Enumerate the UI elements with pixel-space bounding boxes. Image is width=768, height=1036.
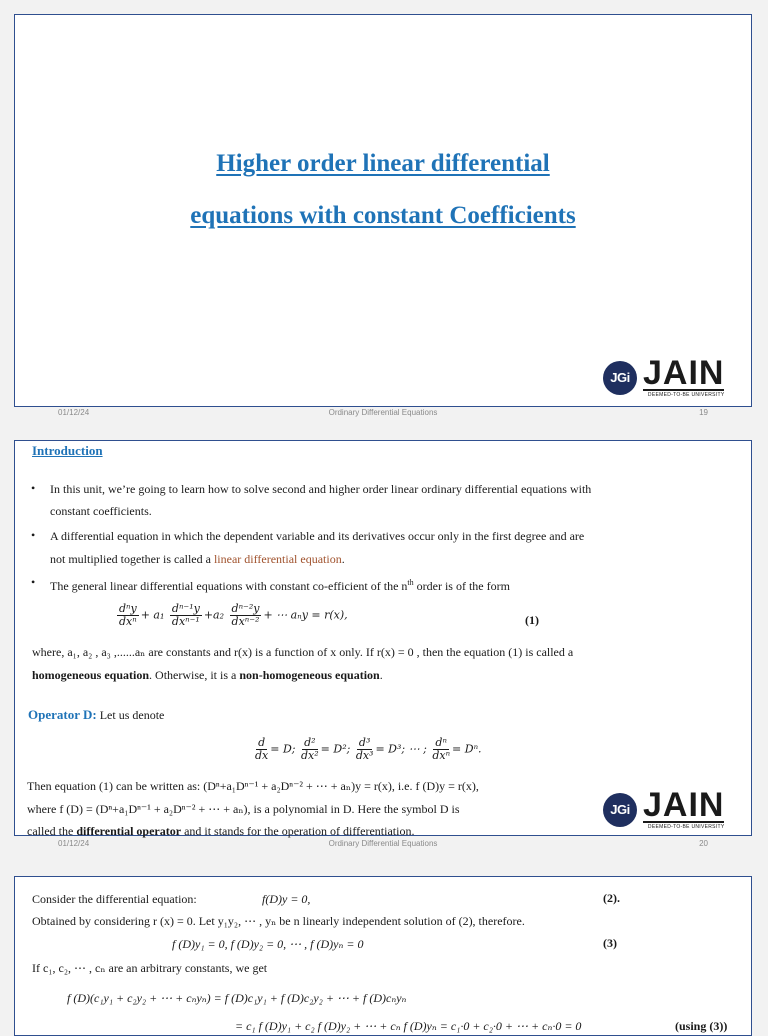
logo-name: JAIN: [643, 786, 725, 824]
homogeneous-solution-slide: [14, 876, 752, 1036]
using-note: (using (3)): [675, 1019, 728, 1033]
equation-1-label: (1): [525, 613, 539, 627]
equation-2: f(D)y = 0,: [262, 892, 311, 906]
equation-1: $\frac{\text{dⁿy}}{\text{dxⁿ}}$ + a₁ $\frac{\text{dⁿ⁻¹y}}{\text{dxⁿ⁻¹}}$ +a₂ $\frac{\text{dⁿ⁻²y}}{\text{dxⁿ⁻²}}$ + ⋯ aₙy = r(x),: [119, 602, 348, 628]
linearity-result: = c₁ f (D)y₁ + c₂ f (D)y₂ + ⋯ + cₙ f (D)yₙ = c₁·0 + c₂·0 + ⋯ + cₙ·0 = 0: [235, 1019, 582, 1033]
slide-title-line-2: equations with constant Coefficients: [190, 202, 576, 229]
slide-footer: [14, 407, 752, 421]
operator-intro: Operator D: Let us denote: [28, 707, 165, 722]
logo-tagline: DEEMED-TO-BE UNIVERSITY: [643, 821, 724, 830]
title-slide: [14, 14, 752, 407]
equation-3: f (D)y₁ = 0, f (D)y₂ = 0, ⋯ , f (D)yₙ = 0: [172, 937, 364, 951]
then-line-3: called the differential operator and it stands for the operation of differentiation.: [27, 824, 415, 838]
jgi-emblem-icon: JGi: [603, 361, 637, 395]
section-heading: Introduction: [32, 443, 103, 458]
jgi-emblem-icon: JGi: [603, 793, 637, 827]
bullet-2-line-1: A differential equation in which the dependent variable and its derivatives occur only in the first degree and are: [50, 529, 585, 543]
then-line-2: where f (D) = (Dⁿ+a₁Dⁿ⁻¹ + a₂Dⁿ⁻² + ⋯ + aₙ), is a polynomial in D. Here the symbol D is: [27, 802, 460, 816]
jain-logo: [603, 786, 725, 830]
linearity-equation: f (D)(c₁y₁ + c₂y₂ + ⋯ + cₙyₙ) = f (D)c₁y₁ + f (D)c₂y₂ + ⋯ + f (D)cₙyₙ: [67, 991, 407, 1005]
footer-title: Ordinary Differential Equations: [328, 839, 438, 848]
footer-title: Ordinary Differential Equations: [328, 408, 438, 417]
slide-title-line-1: Higher order linear differential: [216, 150, 550, 177]
equation-2-label: (2).: [603, 891, 620, 905]
consider-text: Consider the differential equation:: [32, 892, 197, 906]
footer-date: 01/12/24: [58, 839, 90, 848]
introduction-slide: [14, 440, 752, 836]
then-line-1: Then equation (1) can be written as: (Dⁿ+a₁Dⁿ⁻¹ + a₂Dⁿ⁻² + ⋯ + aₙ)y = r(x), i.e. f (D)y = r(x),: [27, 779, 479, 793]
logo-name: JAIN: [643, 354, 725, 392]
equation-3-label: (3): [603, 936, 617, 950]
bullet-icon: •: [31, 575, 36, 589]
bullet-3: The general linear differential equations with constant co-efficient of the $n^{th}$ order is of the form: [50, 578, 510, 593]
slide-footer: [14, 838, 752, 852]
logo-tagline: DEEMED-TO-BE UNIVERSITY: [643, 389, 724, 398]
operator-definitions: $\frac{d}{dx}$ = D; $\frac{\text{d²}}{\text{dx²}}$ = D²; $\frac{\text{d³}}{\text{dx³}}$ = D³; ⋯ ; $\frac{\text{dⁿ}}{\text{dxⁿ}}$ = Dⁿ.: [255, 736, 482, 762]
footer-date: 01/12/24: [58, 408, 90, 417]
footer-page-number: 19: [699, 408, 708, 417]
bullet-icon: •: [31, 528, 36, 542]
where-line-1: where, a₁, a₂ , a₃ ,......aₙ are constants and r(x) is a function of x only. If r(x) = 0 , then the equation (1) is called a: [32, 645, 574, 659]
bullet-icon: •: [31, 481, 36, 495]
obtained-text: Obtained by considering r (x) = 0. Let y₁y₂, ⋯ , yₙ be n linearly independent solution of (2), therefore.: [32, 914, 525, 928]
bullet-1-line-2: constant coefficients.: [50, 504, 152, 518]
highlight-term: linear differential equation: [213, 552, 342, 566]
constants-text: If c₁, c₂, ⋯ , cₙ are an arbitrary constants, we get: [32, 961, 268, 975]
footer-page-number: 20: [699, 839, 708, 848]
bullet-1-line-1: In this unit, we’re going to learn how to solve second and higher order linear ordinary differential equations with: [50, 482, 592, 496]
jain-logo: [603, 354, 725, 398]
where-line-2: homogeneous equation. Otherwise, it is a non-homogeneous equation.: [32, 668, 383, 682]
bullet-2-line-2: not multiplied together is called a linear differential equation.: [50, 552, 345, 566]
